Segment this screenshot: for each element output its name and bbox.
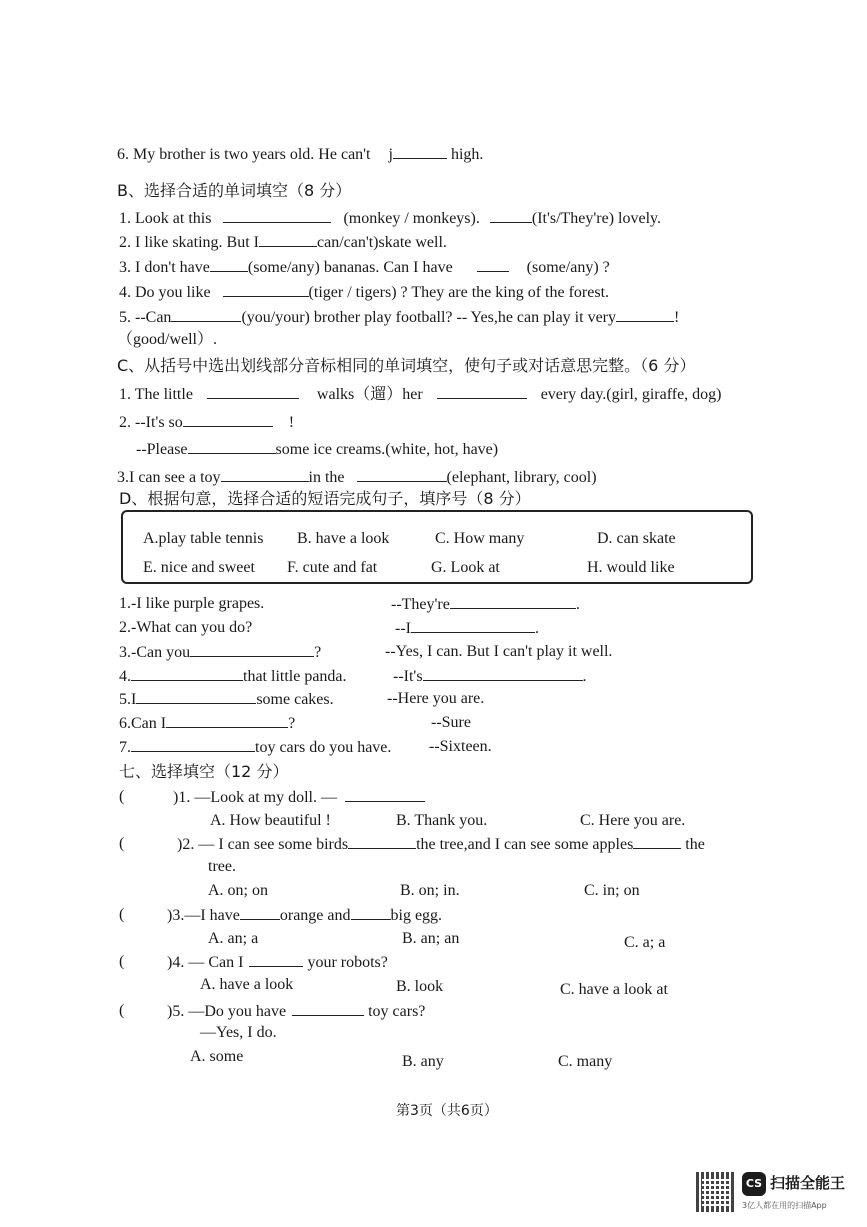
option-b: B. have a look: [297, 530, 390, 547]
section-7-title: 七、选择填空（12 分）: [119, 762, 289, 781]
page-number: 第3页（共6页）: [396, 1103, 498, 1119]
mc-question-2-continued: tree.: [208, 858, 236, 875]
d-question-5: 5.I some cakes. --Here you are.: [119, 690, 485, 708]
d-question-1: 1.-I like purple grapes. --They're .: [119, 595, 580, 613]
c-question-1: 1. The little walks（遛）her every day.(girl, giraffe, dog): [119, 386, 722, 403]
answer-blank[interactable]: [188, 439, 276, 454]
mc-question-1: ( )1. —Look at my doll. —: [119, 787, 124, 807]
section-c-title: C、从括号中选出划线部分音标相同的单词填空，使句子或对话意思完整。（6 分）: [117, 356, 696, 375]
mc-question-1-options: A. How beautiful ! B. Thank you. C. Here you are.: [210, 812, 686, 829]
option-f: F. cute and fat: [287, 559, 378, 576]
answer-blank[interactable]: [131, 666, 243, 681]
d-question-4: 4. that little panda. --It's .: [119, 668, 587, 685]
answer-blank[interactable]: [240, 905, 280, 920]
mc-question-5-answer: —Yes, I do.: [200, 1024, 277, 1041]
answer-blank[interactable]: [259, 232, 317, 247]
mc-question-3-options: A. an; a B. an; an C. a; a: [208, 930, 666, 951]
answer-blank[interactable]: [411, 618, 535, 633]
mc-question-2-options: A. on; on B. on; in. C. in; on: [208, 882, 640, 899]
section-b-title: B、选择合适的单词填空（8 分）: [117, 181, 352, 200]
camscanner-name: 扫描全能王: [770, 1174, 846, 1192]
c-question-2-second: --Please some ice creams.(white, hot, have): [136, 441, 499, 458]
d-question-6: 6.Can I ? --Sure: [119, 714, 471, 732]
b-question-1: 1. Look at this (monkey / monkeys). (It's/They're) lovely.: [119, 210, 661, 227]
answer-blank[interactable]: [221, 467, 309, 482]
answer-blank[interactable]: [171, 307, 241, 322]
camscanner-tagline: 3亿人都在用的扫描App: [742, 1201, 827, 1210]
mc-question-4-options: A. have a look B. look C. have a look at: [200, 976, 668, 998]
answer-blank[interactable]: [207, 384, 299, 399]
b-question-5-options: （good/well）.: [117, 331, 217, 348]
answer-blank[interactable]: [136, 689, 256, 704]
section-d-title: D、根据句意，选择合适的短语完成句子，填序号（8 分）: [119, 489, 531, 508]
mc-question-5-options: A. some B. any C. many: [190, 1048, 613, 1070]
answer-blank[interactable]: [490, 208, 532, 223]
answer-blank[interactable]: [437, 384, 527, 399]
mc-question-4: ( )4. — Can I your robots?: [119, 953, 388, 971]
answer-blank[interactable]: [477, 257, 509, 272]
qr-code-icon: [696, 1172, 736, 1212]
phrase-options-box: [121, 510, 753, 584]
b-question-5: 5. --Can (you/your) brother play football? -- Yes,he can play it very !: [119, 309, 680, 326]
c-question-3: 3.I can see a toy in the (elephant, library, cool): [117, 469, 597, 486]
b-question-2: 2. I like skating. But I can/can't)skate well.: [119, 234, 447, 251]
answer-blank[interactable]: [166, 713, 288, 728]
option-g: G. Look at: [431, 559, 500, 576]
question-6: 6. My brother is two years old. He can't j high.: [117, 146, 484, 163]
answer-blank[interactable]: [223, 282, 309, 297]
answer-blank[interactable]: [249, 952, 303, 967]
answer-blank[interactable]: [348, 834, 416, 849]
d-question-7: 7. toy cars do you have. --Sixteen.: [119, 738, 492, 756]
option-h: H. would like: [587, 559, 675, 576]
mc-question-2: ( )2. — I can see some birds the tree,and I can see some apples the: [119, 835, 705, 853]
answer-blank[interactable]: [351, 905, 391, 920]
answer-blank[interactable]: [210, 257, 248, 272]
answer-blank[interactable]: [357, 467, 447, 482]
d-question-2: 2.-What can you do? --I .: [119, 619, 539, 637]
answer-blank[interactable]: [450, 594, 576, 609]
answer-blank[interactable]: [616, 307, 674, 322]
answer-blank[interactable]: [393, 144, 447, 159]
answer-blank[interactable]: [633, 834, 681, 849]
answer-blank[interactable]: [223, 208, 331, 223]
answer-blank[interactable]: [131, 737, 255, 752]
option-c: C. How many: [435, 530, 525, 547]
answer-blank[interactable]: [292, 1001, 364, 1016]
camscanner-logo-icon: CS: [742, 1172, 766, 1196]
option-d: D. can skate: [597, 530, 676, 547]
b-question-3: 3. I don't have (some/any) bananas. Can I have (some/any) ?: [119, 259, 610, 276]
b-question-4: 4. Do you like (tiger / tigers) ? They are the king of the forest.: [119, 284, 610, 301]
answer-blank[interactable]: [183, 412, 273, 427]
option-e: E. nice and sweet: [143, 559, 255, 576]
d-question-3: 3.-Can you ? --Yes, I can. But I can't play it well.: [119, 643, 613, 661]
option-a: A.play table tennis: [143, 530, 264, 547]
answer-blank[interactable]: [345, 787, 425, 802]
mc-question-5: ( )5. —Do you have toy cars?: [119, 1002, 426, 1020]
answer-blank[interactable]: [423, 666, 583, 681]
c-question-2: 2. --It's so !: [119, 414, 295, 431]
answer-blank[interactable]: [190, 642, 314, 657]
mc-question-3: ( )3.—I have orange and big egg.: [119, 906, 443, 924]
